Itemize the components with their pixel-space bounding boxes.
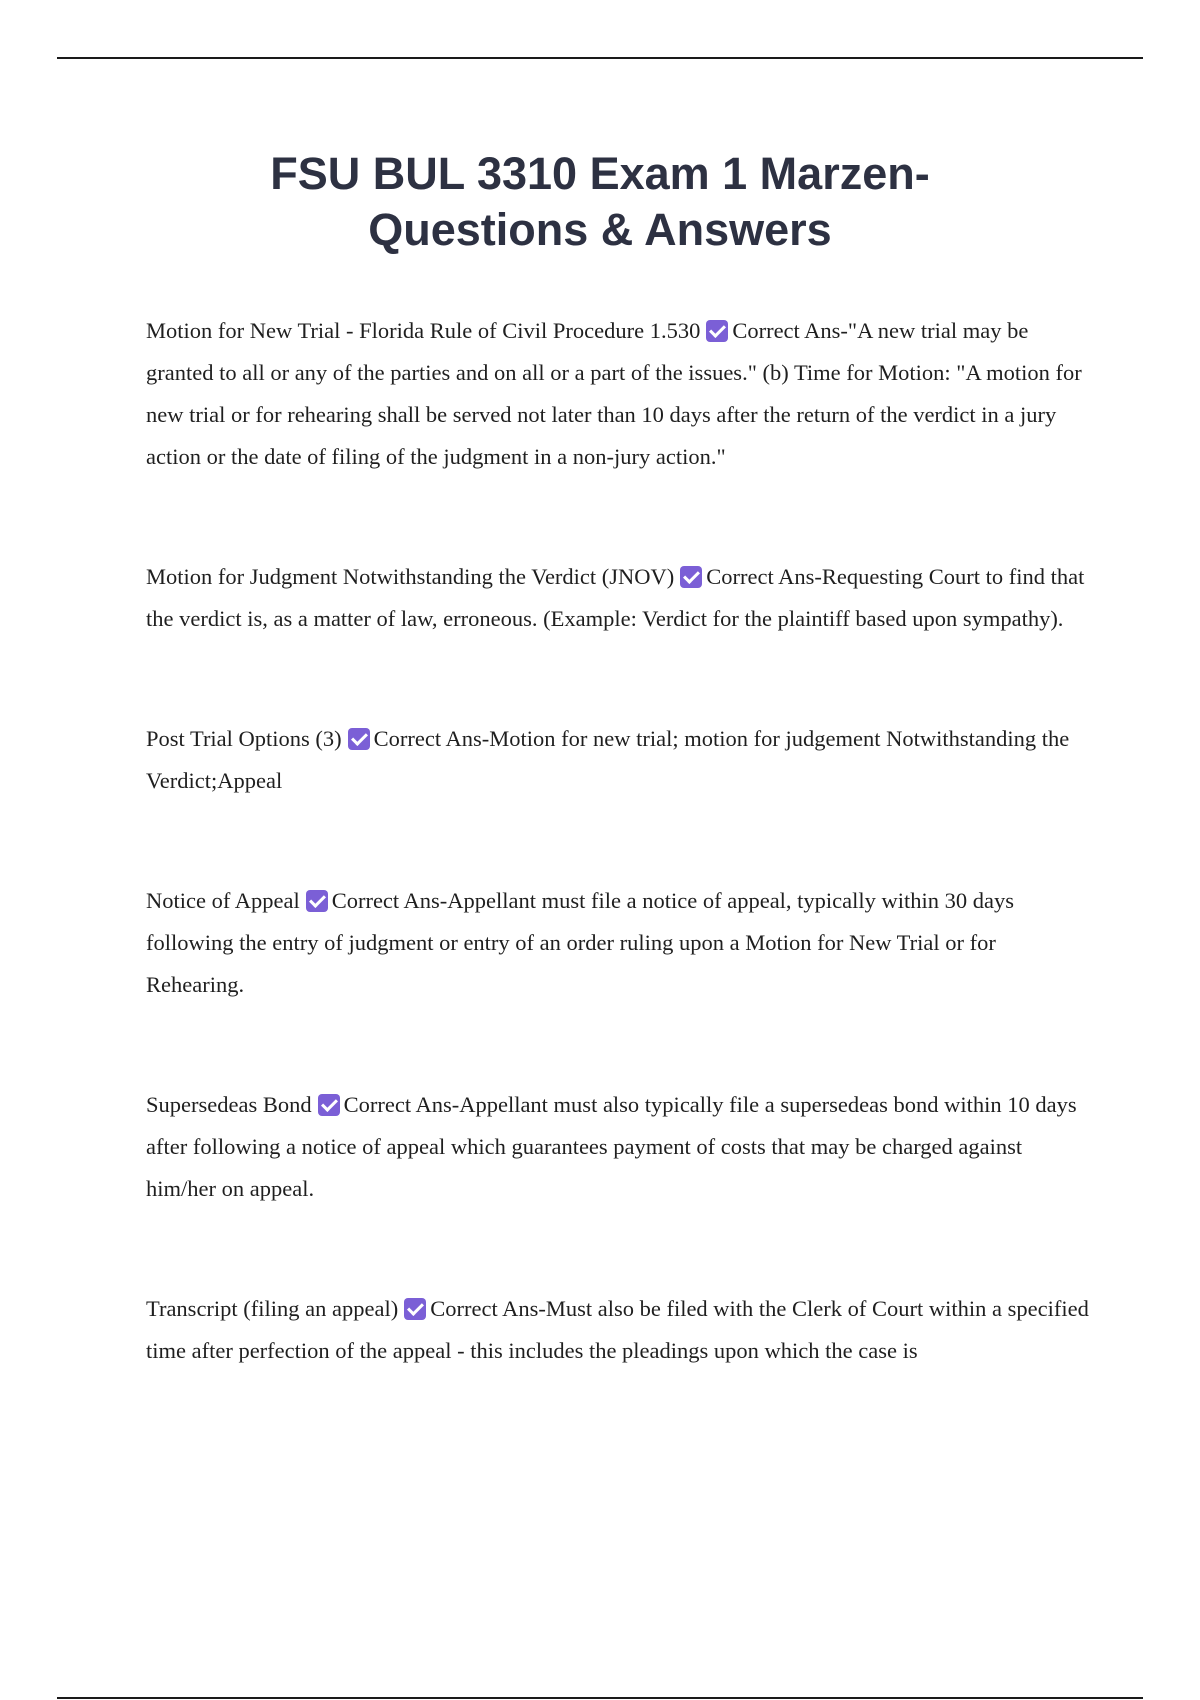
question-text: Transcript (filing an appeal) [146, 1296, 399, 1321]
document-title [160, 146, 1040, 258]
qa-item [146, 556, 1091, 640]
checked-box-icon [680, 566, 702, 588]
title-line-2: Questions & Answers [368, 204, 832, 255]
answer-text: Correct Ans-Appellant must file a notice of appeal, typically within 30 days following the entry of judgment or entry of an order ruling upon a Motion for New Trial or for Rehearing. [146, 888, 1015, 997]
checked-box-icon [404, 1298, 426, 1320]
qa-list [146, 310, 1091, 1372]
question-text: Post Trial Options (3) [146, 726, 342, 751]
answer-text: Correct Ans-Requesting Court to find that the verdict is, as a matter of law, erroneous. (Example: Verdict for the plaintiff based upon sympathy). [146, 564, 1085, 631]
question-text: Motion for New Trial - Florida Rule of Civil Procedure 1.530 [146, 318, 701, 343]
qa-item [146, 310, 1091, 478]
answer-text: Correct Ans-"A new trial may be granted to all or any of the parties and on all or a part of the issues." (b) Time for Motion: "A motion for new trial or for rehearing shall be served not later than 10 days after the return of the verdict in a jury action or the date of filing of the judgment in a non-jury action." [146, 318, 1082, 469]
answer-text: Correct Ans-Appellant must also typically file a supersedeas bond within 10 days after following a notice of appeal which guarantees payment of costs that may be charged against him/her on appeal. [146, 1092, 1077, 1201]
qa-item [146, 880, 1091, 1006]
checked-box-icon [706, 320, 728, 342]
question-text: Motion for Judgment Notwithstanding the Verdict (JNOV) [146, 564, 675, 589]
qa-item [146, 1084, 1091, 1210]
qa-item [146, 718, 1091, 802]
checked-box-icon [348, 728, 370, 750]
question-text: Supersedeas Bond [146, 1092, 312, 1117]
title-line-1: FSU BUL 3310 Exam 1 Marzen- [270, 148, 930, 199]
qa-item [146, 1288, 1091, 1372]
question-text: Notice of Appeal [146, 888, 300, 913]
answer-text: Correct Ans-Must also be filed with the Clerk of Court within a specified time after perfection of the appeal - this includes the pleadings upon which the case is [146, 1296, 1089, 1363]
header-rule [57, 57, 1143, 59]
answer-text: Correct Ans-Motion for new trial; motion for judgement Notwithstanding the Verdict;Appeal [146, 726, 1070, 793]
checked-box-icon [318, 1094, 340, 1116]
checked-box-icon [306, 890, 328, 912]
footer-rule [57, 1697, 1143, 1699]
